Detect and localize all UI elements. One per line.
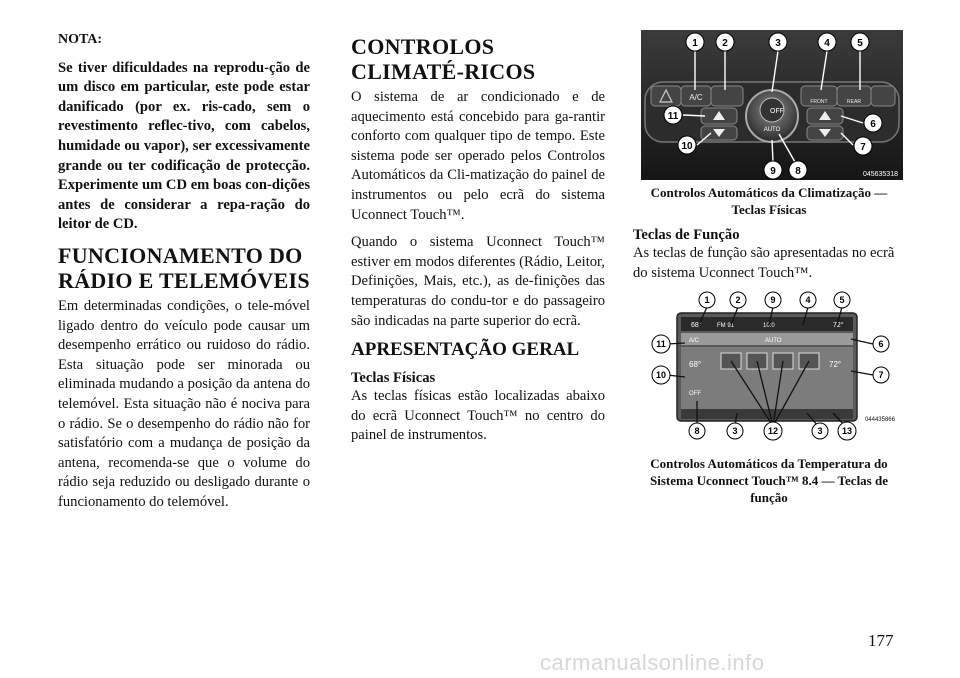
set-temp-left: 68°	[689, 360, 702, 370]
s-callout-4: 4	[805, 295, 811, 306]
watermark: carmanualsonline.info	[540, 650, 765, 675]
climate-panel-illustration	[641, 30, 903, 180]
callout-4: 4	[824, 38, 830, 49]
note-text: Se tiver dificuldades na reprodu-ção de um disco em particular, este pode estar danificado (por ex. ris-cado, sem o revestimento reflec-tivo, com cabelos, humidade ou vapor), ser excessivamente grande ou ter codificação de protecção. Experimente um CD em boas con-dições antes de considerar a repa-ração do leitor de CD.	[58, 59, 310, 233]
column-left	[58, 30, 310, 520]
callout-9: 9	[770, 166, 776, 177]
physical-keys-heading: Teclas Físicas	[351, 370, 436, 387]
s-callout-8: 8	[694, 426, 700, 437]
auto-key: AUTO	[765, 338, 782, 345]
s-callout-13: 13	[841, 426, 853, 437]
top-temp-left: 68°	[691, 322, 702, 330]
ac-label: A/C	[689, 93, 703, 102]
s-callout-7: 7	[878, 370, 884, 381]
s-callout-6: 6	[878, 339, 884, 350]
callout-2: 2	[722, 38, 728, 49]
column-right	[633, 30, 905, 514]
climate-heading: CONTROLOS CLIMATÉ-RICOS	[351, 34, 536, 84]
s-callout-1: 1	[704, 295, 710, 306]
screen-figure-code: 044435866	[864, 417, 895, 424]
top-temp-right: 72°	[833, 322, 844, 330]
time-label: 10:0	[763, 323, 775, 330]
s-callout-10: 10	[655, 370, 667, 381]
climate-para-1: O sistema de ar condicionado e de aquecimento está concebido para ga-rantir conforto com qualquer tipo de tempo. Este sistema pode ser operado pelos Controlos Automáticos da Cli-matização do painel de instrumentos ou pelo ecrã do sistema Uconnect Touch™.	[351, 89, 605, 223]
climate-para-2: Quando o sistema Uconnect Touch™ estiver em modos diferentes (Rádio, Leitor, Definições, Mais, etc.), as de-finições das temperaturas do condu-tor e do passageiro são indicadas na parte superior do ecrã.	[351, 234, 605, 329]
callout-11: 11	[667, 111, 679, 122]
function-keys-text: As teclas de função são apresentadas no ecrã do sistema Uconnect Touch™.	[633, 245, 895, 281]
callout-10: 10	[681, 141, 693, 152]
climate-physical-controls-figure	[641, 30, 903, 180]
figure-caption-1: Controlos Automáticos da Climatização — Teclas Físicas	[650, 185, 888, 217]
s-callout-5: 5	[839, 295, 845, 306]
figure-code: 045635318	[862, 171, 898, 178]
physical-keys-text: As teclas físicas estão localizadas abaixo do ecrã Uconnect Touch™ no centro do painel de instrumentos.	[351, 388, 605, 444]
callout-8: 8	[795, 166, 801, 177]
s-callout-3a: 3	[732, 426, 738, 437]
uconnect-screen-illustration	[637, 291, 899, 451]
callout-3: 3	[775, 38, 781, 49]
off-key: OFF	[689, 391, 701, 398]
radio-phone-heading: FUNCIONAMENTO DO RÁDIO E TELEMÓVEIS	[58, 242, 310, 293]
column-middle	[351, 30, 605, 454]
figure-caption-2: Controlos Automáticos da Temperatura do Sistema Uconnect Touch™ 8.4 — Teclas de função	[650, 456, 888, 506]
front-label: FRONT	[810, 99, 828, 105]
overview-heading: APRESENTAÇÃO GERAL	[351, 339, 580, 361]
note-label: NOTA:	[58, 32, 103, 47]
set-temp-right: 72°	[829, 360, 842, 370]
uconnect-screen-figure	[637, 291, 899, 451]
s-callout-2: 2	[735, 295, 741, 306]
radio-label: FM 91	[717, 323, 735, 330]
callout-5: 5	[857, 38, 863, 49]
callout-7: 7	[860, 142, 866, 153]
radio-phone-body: Em determinadas condições, o tele-móvel ligado dentro do veículo pode causar um desempenho errático ou ruidoso do rádio. Esta situação pode ser minorada ou eliminada mudando a posição da antena do telemóvel. Esta situação não é nociva para o rádio. Se o desempenho do rádio não for satisfatório com a mudança de posição da antena, recomenda-se que o volume do rádio seja reduzido ou desligado durante o funcionamento do telemóvel.	[58, 297, 310, 510]
s-callout-9: 9	[770, 295, 776, 306]
s-callout-3b: 3	[817, 426, 823, 437]
s-callout-11: 11	[656, 339, 666, 350]
callout-6: 6	[870, 119, 876, 130]
page-number: 177	[868, 631, 894, 650]
ac-key: A/C	[689, 338, 700, 345]
auto-label: AUTO	[763, 127, 781, 133]
rear-label: REAR	[847, 99, 861, 105]
s-callout-12: 12	[767, 426, 779, 437]
callout-1: 1	[692, 38, 698, 49]
off-label: OFF	[770, 108, 784, 115]
function-keys-heading: Teclas de Função	[633, 227, 740, 243]
